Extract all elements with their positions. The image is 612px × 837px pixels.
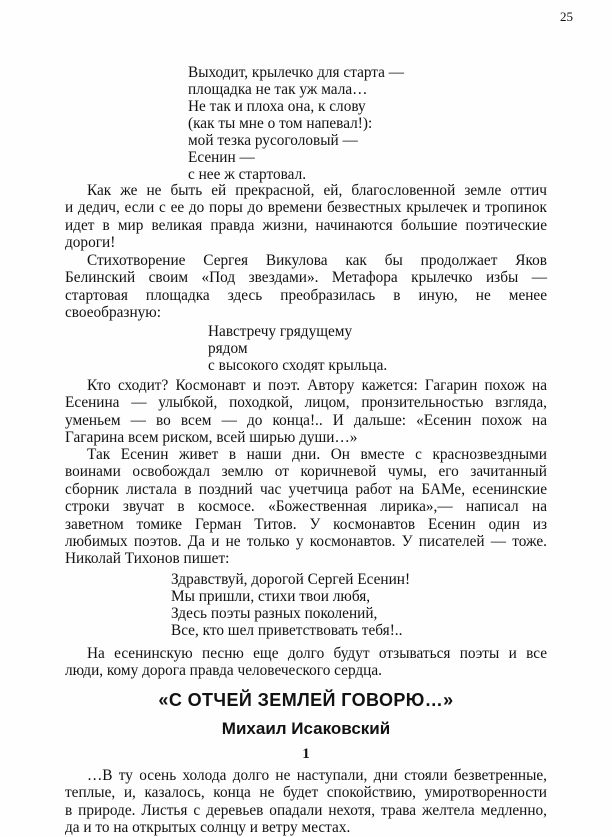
paragraph: Кто сходит? Космонавт и поэт. Автору кажется: Гагарин похож на Есенина — улыбкой, походкой, лицом, пронзительностью взгляда, уменьем — во всем — до конца!.. И дальше: «Есенин похож на Гагарина всем риском, всей ширью души…» (65, 377, 547, 447)
paragraph: Стихотворение Сергея Викулова как бы продолжает Яков Белинский своим «Под звездами». Метафора крылечко избы — стартовая площадка здесь преобразилась в иную, не менее своеобразную: (65, 252, 547, 322)
page-number: 25 (560, 9, 573, 24)
poem-line: мой тезка русоголовый — (188, 132, 358, 149)
chapter-number: 1 (302, 746, 310, 762)
poem-line: рядом (208, 340, 248, 357)
poem-line: с нее ж стартовал. (188, 166, 307, 183)
poem-line: Здесь поэты разных поколений, (171, 605, 378, 622)
poem-line: Здравствуй, дорогой Сергей Есенин! (171, 571, 411, 588)
poem-line: (как ты мне о том напевал!): (188, 115, 373, 132)
poem-line: Выходит, крылечко для старта — (188, 64, 405, 81)
poem-line: Есенин — (188, 149, 255, 166)
paragraph: …В ту осень холода долго не наступали, дни стояли безветренные, теплые, и, казалось, конца не будет спокойствию, умиротворенности в природе. Листья с деревьев опадали нехотя, трава желтела медленно, да и то на открытых солнцу и ветру местах. (65, 767, 547, 837)
section-title: «С ОТЧЕЙ ЗЕМЛЕЙ ГОВОРЮ…» (158, 690, 454, 710)
paragraph: На есенинскую песню еще долго будут отзываться поэты и все люди, кому дорога правда человеческого сердца. (65, 645, 547, 680)
poem-line: с высокого сходят крыльца. (208, 357, 388, 374)
poem-line: Мы пришли, стихи твои любя, (171, 588, 371, 605)
paragraph: Как же не быть ей прекрасной, ей, благословенной земле оттич и дедич, если с ее до поры до времени безвестных крылечек и тропинок идет в мир великая правда жизни, начинаются большие поэтические дороги! (65, 182, 547, 252)
poem-line: Навстречу грядущему (208, 323, 353, 340)
poem-line: Не так и плоха она, к слову (188, 98, 366, 115)
author-heading: Михаил Исаковский (221, 719, 391, 738)
poem-line: Все, кто шел приветствовать тебя!.. (171, 622, 403, 639)
poem-line: площадка не так уж мала… (188, 81, 368, 98)
paragraph: Так Есенин живет в наши дни. Он вместе с краснозвездными воинами освобождал землю от коричневой чумы, его зачитанный сборник листала в поздний час учетчица работ на БАМе, есенинские строки звучат в космосе. «Божественная лирика»,— написал на заветном томике Герман Титов. У космонавтов Есенин один из любимых поэтов. Да и не только у космонавтов. У писателей — тоже. Николай Тихонов пишет: (65, 446, 547, 568)
